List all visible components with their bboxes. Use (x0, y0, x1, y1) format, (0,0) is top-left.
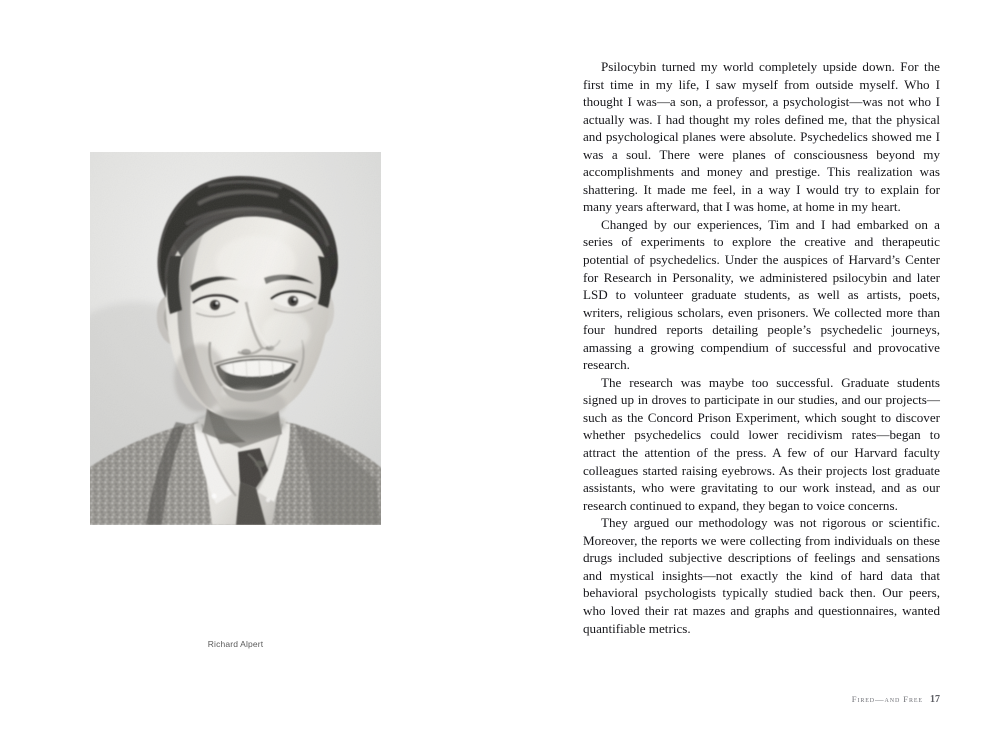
right-page (500, 0, 1000, 750)
body-paragraph: The research was maybe too successful. Graduate students signed up in droves to participate in our studies, and our projects—such as the Concord Prison Experiment, which sought to discover whether psychedelics could lower recidivism rates—began to attract the attention of the press. A few of our Harvard faculty colleagues started raising eyebrows. As their projects lost graduate assistants, who were gravitating to our work instead, and as our research continued to expand, they began to voice concerns. (583, 374, 940, 513)
body-paragraph: Psilocybin turned my world completely upside down. For the first time in my life, I saw myself from outside myself. Who I thought I was—a son, a professor, a psychologist—was not who I actually was. I had thought my roles defined me, that the physical and psychological planes were absolute. Psychedelics showed me I was a soul. There were planes of consciousness beyond my accomplishments and money and prestige. This realization was shattering. It made me feel, in a way I would try to explain for many years afterward, that I was home, at home in my heart. (583, 59, 940, 215)
body-text-column (583, 58, 940, 637)
page-number: 17 (930, 694, 940, 705)
body-paragraph: Changed by our experiences, Tim and I had embarked on a series of experiments to explore the creative and therapeutic potential of psychedelics. Under the auspices of Harvard’s Center for Research in Personality, we administered psilocybin and later LSD to volunteer graduate students, as well as artists, poets, writers, religious scholars, even prisoners. We collected more than four hundred reports detailing people’s psychedelic journeys, amassing a growing compendium of successful and provocative research. (583, 216, 940, 373)
richard-alpert-portrait (90, 152, 381, 525)
page-footer (583, 694, 940, 705)
portrait-photograph-image (90, 152, 381, 525)
photo-caption: Richard Alpert (207, 639, 264, 649)
running-head: Fired—and Free (851, 694, 923, 704)
body-paragraph: They argued our methodology was not rigorous or scientific. Moreover, the reports we were collecting from individuals on these drugs included subjective descriptions of feelings and sensations and mystical insights—not exactly the kind of hard data that behavioral psychologists typically studied back then. Our peers, who loved their rat mazes and graphs and questionnaires, wanted quantifiable metrics. (583, 515, 940, 636)
